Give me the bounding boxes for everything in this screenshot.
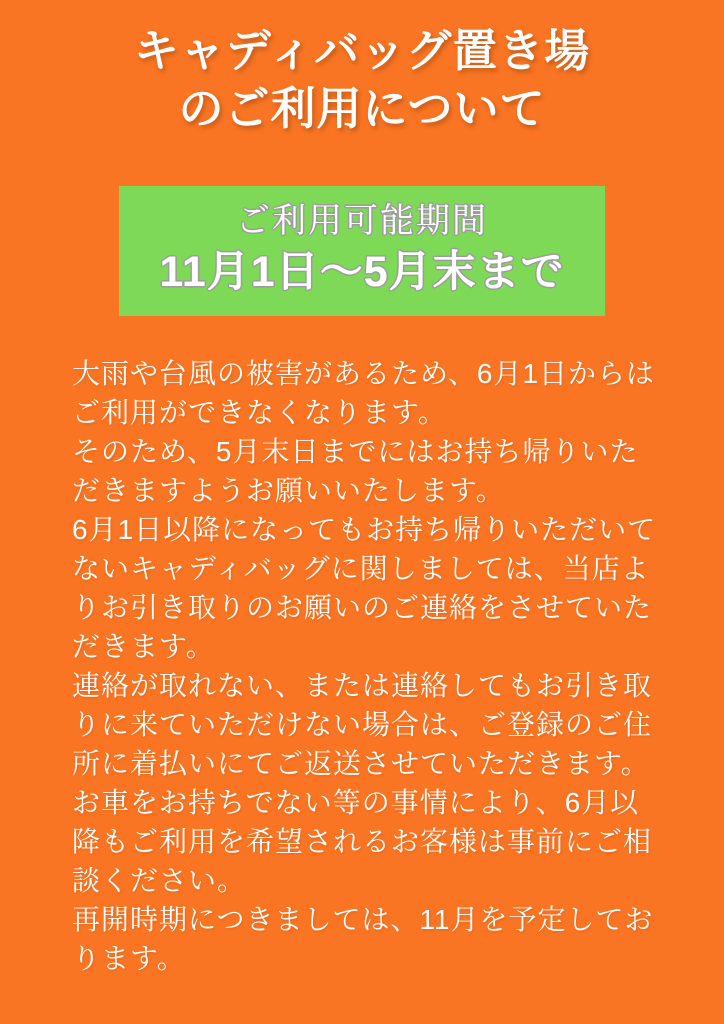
- period-value: 11月1日〜5月末まで: [159, 248, 565, 296]
- body-line: 降もご利用を希望されるお客様は事前にご相: [72, 826, 653, 857]
- page-title: [0, 0, 724, 138]
- body-line: りお引き取りのお願いのご連絡をさせていた: [72, 592, 653, 623]
- title-line-1: キャディバッグ置き場: [133, 25, 591, 76]
- body-line: ないキャディバッグに関しましては、当店よ: [72, 553, 650, 584]
- body-line: ります。: [72, 943, 186, 974]
- body-line: 大雨や台風の被害があるため、6月1日からは: [72, 358, 656, 389]
- body-line: りに来ていただけない場合は、ご登録のご住: [72, 709, 653, 740]
- body-line: お車をお持ちでない等の事情により、6月以: [72, 787, 640, 818]
- body-line: 所に着払いにてご返送させていただきます。: [72, 748, 650, 779]
- body-line: 談ください。: [72, 865, 247, 896]
- period-box: [119, 186, 605, 316]
- body-line: そのため、5月末日までにはお持ち帰りいた: [72, 436, 639, 467]
- body-line: 連絡が取れない、または連絡してもお引き取: [72, 670, 653, 701]
- body-line: 6月1日以降になってもお持ち帰りいただいて: [72, 514, 657, 545]
- body-line: だきます。: [72, 631, 215, 662]
- body-line: ご利用ができなくなります。: [72, 397, 447, 428]
- title-line-2: のご利用について: [178, 83, 546, 134]
- period-label: ご利用可能期間: [236, 202, 488, 240]
- body-line: 再開時期につきましては、11月を予定してお: [72, 904, 654, 935]
- notice-body: [72, 354, 694, 978]
- body-line: だきますようお願いいたします。: [72, 475, 505, 506]
